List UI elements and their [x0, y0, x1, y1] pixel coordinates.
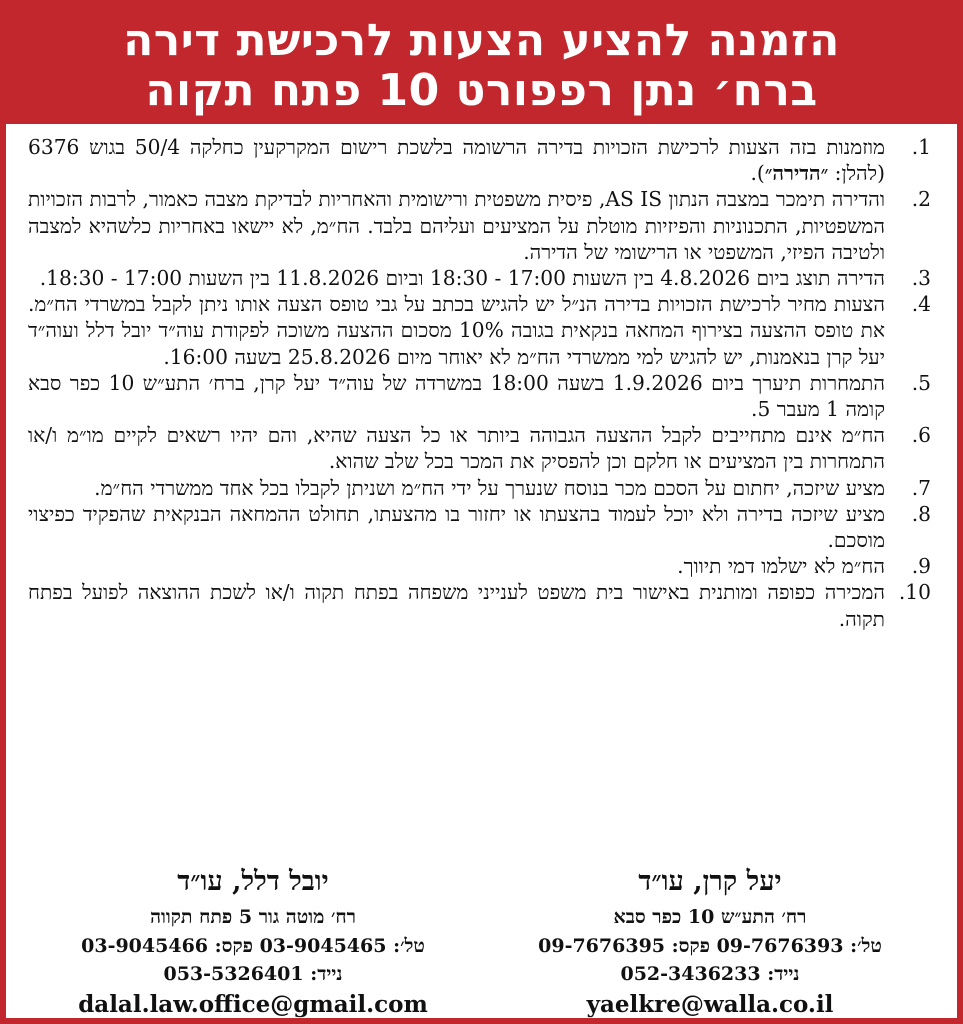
item-text: הח״מ לא ישלמו דמי תיווך.: [677, 554, 885, 579]
ad-title-line-2: ברח׳ נתן רפפורט 10 פתח תקוה: [145, 65, 818, 116]
item-number: 2 .: [895, 186, 931, 212]
lawyer-email: yaelkre@walla.co.il: [586, 991, 834, 1018]
item-number: 5 .: [895, 370, 931, 396]
list-item: [28, 579, 931, 631]
lawyer-mobile: נייד: 052-3436233: [620, 963, 800, 985]
list-item: [28, 370, 931, 422]
item-text: מציע שיזכה בדירה ולא יוכל לעמוד בהצעתו או יחזור בו מהצעתו, תחולט ההמחאה הבנקאית שהפקיד כפיצוי מוסכם.: [28, 501, 885, 553]
list-item: [28, 422, 931, 474]
item-text: הח״מ אינם מתחייבים לקבל ההצעה הגבוהה ביותר או כל הצעה שהיא, והם יהיו רשאים לקיים מו״מ ו/או התמחרות בין המציעים או חלקם וכן להפסיק את המכר בכל שלב שהוא.: [28, 423, 885, 474]
signature-yuval-dalal: [28, 864, 478, 1022]
lawyer-phone-fax: טל׳: 03-9045465 פקס: 03-9045466: [81, 935, 425, 957]
list-item: [28, 265, 931, 291]
lawyer-address: רח׳ מוטה גור 5 פתח תקווה: [150, 906, 356, 928]
item-quote: ״הדירה״: [764, 161, 829, 186]
item-text: מציע שיזכה, יחתום על הסכם מכר בנוסח שנערך על ידי הח״מ ושניתן לקבלו בכל אחד ממשרדי הח״מ.: [94, 475, 885, 500]
lawyer-phone-fax: טל׳: 09-7676393 פקס: 09-7676395: [538, 935, 882, 957]
list-item: [28, 475, 931, 501]
ad-header: [6, 6, 957, 124]
list-item: [28, 291, 931, 370]
list-item: [28, 553, 931, 579]
item-number: 9 .: [895, 553, 931, 579]
lawyer-name: יובל דלל, עו״ד: [177, 866, 329, 897]
lawyer-address: רח׳ התע״ש 10 כפר סבא: [613, 906, 807, 928]
list-item: [28, 134, 931, 186]
item-number: 1 .: [895, 134, 931, 160]
signature-block: [28, 864, 935, 1022]
lawyer-name: יעל קרן, עו״ד: [638, 866, 782, 897]
list-item: [28, 186, 931, 265]
item-text: מוזמנות בזה הצעות לרכישת הזכויות בדירה הרשומה בלשכת רישום המקרקעין כחלקה 50/4 בגוש 6376 (להלן:: [28, 135, 886, 186]
item-text: הדירה תוצג ביום 4.8.2026 בין השעות 17:00 - 18:30 וביום 11.8.2026 בין השעות 17:00 - 18:30.: [39, 266, 885, 291]
item-number: 3 .: [895, 265, 931, 291]
item-text: והדירה תימכר במצבה הנתון AS IS, פיסית משפטית ורישומית והאחריות לבדיקת מצבה כאמור, לרבות הזכויות המשפטיות, התכנוניות והפיזיות מוטלת על המציעים ועליהם בלבד. הח״מ, לא יישאו באחריות כלשהיא למצבה ולטיבה הפיזי, המשפטי או הרישומי של הדירה.: [28, 187, 886, 264]
item-number: 8 .: [895, 501, 931, 527]
lawyer-email: dalal.law.office@gmail.com: [78, 991, 428, 1018]
signature-yael-keren: [485, 864, 935, 1022]
lawyer-mobile: נייד: 053-5326401: [163, 963, 343, 985]
item-number: 4 .: [895, 291, 931, 317]
item-tail: ).: [750, 161, 765, 186]
ad-title-line-1: הזמנה להציע הצעות לרכישת דירה: [123, 15, 840, 66]
item-number: 7 .: [895, 475, 931, 501]
item-number: 10 .: [895, 579, 931, 605]
item-text: הצעות מחיר לרכישת הזכויות בדירה הנ״ל יש להגיש בכתב על גבי טופס הצעה אותו ניתן לקבל במשרדי הח״מ. את טופס ההצעה בצירוף המחאה בנקאית בגובה 10% מסכום ההצעה משוכה לפקודת עוה״ד יובל דלל ועוה״ד יעל קרן בנאמנות, יש להגיש למי ממשרדי הח״מ לא יאוחר מיום 25.8.2026 בשעה 16:00.: [28, 292, 885, 369]
item-text: התמחרות תיערך ביום 1.9.2026 בשעה 18:00 במשרדה של עוה״ד יעל קרן, ברח׳ התע״ש 10 כפר סבא קומה 1 מעבר 5.: [28, 370, 885, 422]
terms-list: [28, 134, 931, 632]
item-text: המכירה כפופה ומותנית באישור בית משפט לענייני משפחה בפתח תקוה ו/או לשכת ההוצאה לפועל בפתח תקוה.: [28, 580, 885, 631]
list-item: [28, 501, 931, 553]
item-number: 6 .: [895, 422, 931, 448]
